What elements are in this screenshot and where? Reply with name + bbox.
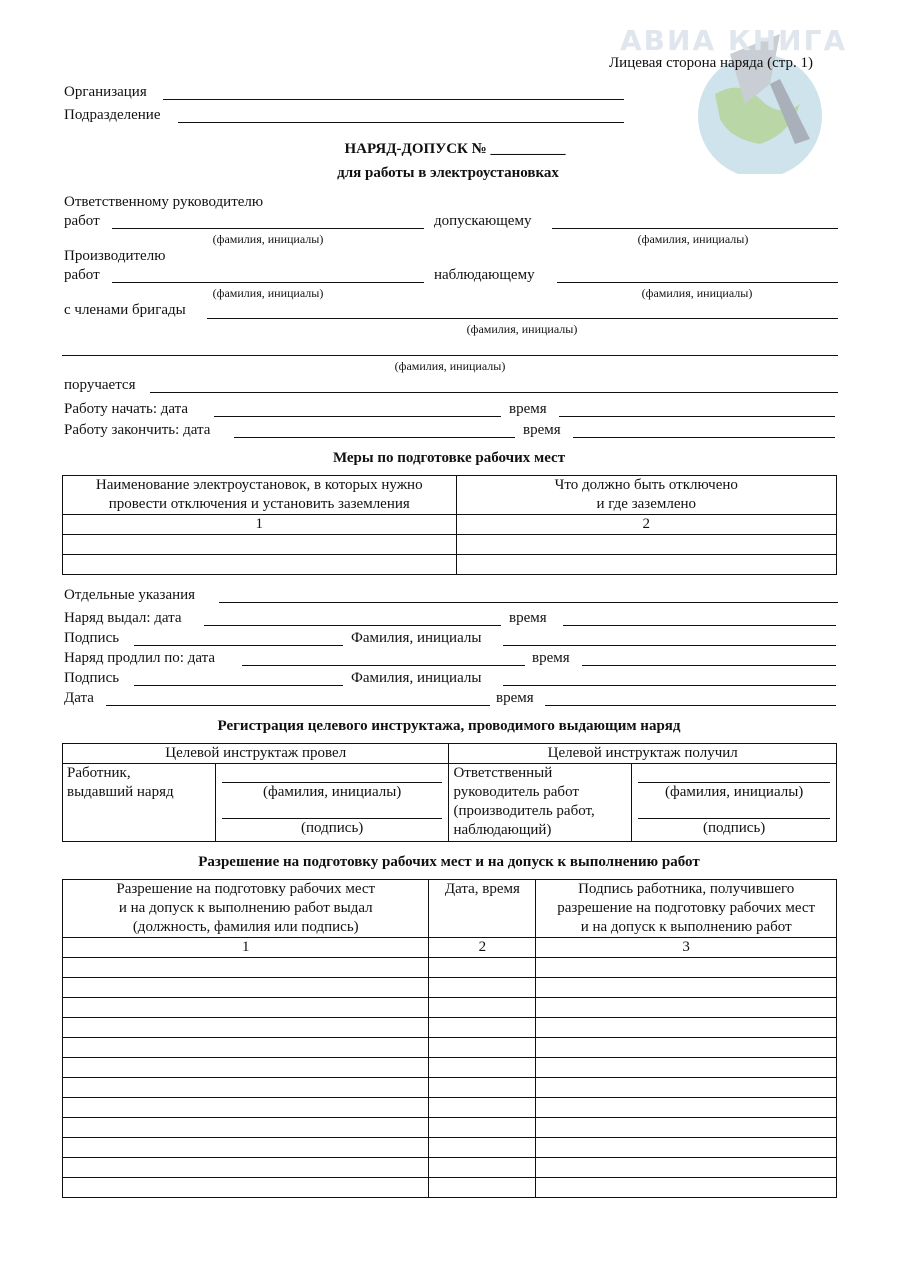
permission-cell[interactable] xyxy=(536,1118,837,1138)
measures-col2-number: 2 xyxy=(456,515,836,535)
measures-title: Меры по подготовке рабочих мест xyxy=(332,450,566,466)
issuer-fio-caption: (фамилия, инициалы) xyxy=(263,784,402,800)
permission-cell[interactable] xyxy=(429,958,536,978)
date-label: Дата xyxy=(64,690,94,706)
brigade-field-1[interactable] xyxy=(207,318,838,319)
permission-cell[interactable] xyxy=(536,1178,837,1198)
issuer-sign-line[interactable] xyxy=(222,818,443,819)
permission-cell[interactable] xyxy=(63,1138,429,1158)
producer-field[interactable] xyxy=(112,282,424,283)
permission-cell[interactable] xyxy=(536,958,837,978)
signature-field-1[interactable] xyxy=(134,645,343,646)
extended-date-label: Наряд продлил по: дата xyxy=(64,650,215,666)
permission-cell[interactable] xyxy=(429,1138,536,1158)
table-row xyxy=(63,1018,837,1038)
measures-table xyxy=(62,475,837,575)
permission-cell[interactable] xyxy=(63,1058,429,1078)
permission-cell[interactable] xyxy=(429,1178,536,1198)
issuer-sign-caption: (подпись) xyxy=(301,820,364,836)
permission-cell[interactable] xyxy=(63,978,429,998)
responsible-sign-cell[interactable] xyxy=(632,764,837,842)
measures-col1-header: Наименование электроустановок, в которых нужно провести отключения и установить заземления xyxy=(63,476,457,515)
permission-number-row xyxy=(63,938,837,958)
responsible-fio-caption: (фамилия, инициалы) xyxy=(665,784,804,800)
admitting-label: допускающему xyxy=(434,213,532,229)
admitting-caption: (фамилия, инициалы) xyxy=(637,232,749,246)
issued-time-label: время xyxy=(509,610,547,626)
name-field-2[interactable] xyxy=(503,685,836,686)
name-label-2: Фамилия, инициалы xyxy=(351,670,482,686)
division-field[interactable] xyxy=(178,122,624,123)
start-date-label: Работу начать: дата xyxy=(64,401,189,417)
date-time-label: время xyxy=(496,690,534,706)
table-row xyxy=(63,1098,837,1118)
permission-cell[interactable] xyxy=(429,1058,536,1078)
permission-cell[interactable] xyxy=(63,1158,429,1178)
measures-cell[interactable] xyxy=(63,555,457,575)
issued-date-field[interactable] xyxy=(204,625,501,626)
producer-label-works: работ xyxy=(64,267,100,283)
permission-cell[interactable] xyxy=(429,1118,536,1138)
permission-cell[interactable] xyxy=(536,1018,837,1038)
permission-cell[interactable] xyxy=(63,1118,429,1138)
observer-label: наблюдающему xyxy=(434,267,535,283)
permission-cell[interactable] xyxy=(63,1178,429,1198)
permission-cell[interactable] xyxy=(63,1018,429,1038)
briefing-table xyxy=(62,743,837,842)
date-time-field[interactable] xyxy=(545,705,836,706)
extended-time-label: время xyxy=(532,650,570,666)
observer-caption: (фамилия, инициалы) xyxy=(641,286,753,300)
permission-cell[interactable] xyxy=(63,998,429,1018)
separate-instructions-label: Отдельные указания xyxy=(64,587,196,603)
permission-cell[interactable] xyxy=(536,1138,837,1158)
permission-cell[interactable] xyxy=(536,1078,837,1098)
permission-cell[interactable] xyxy=(63,958,429,978)
assigned-label: поручается xyxy=(64,377,136,393)
permission-cell[interactable] xyxy=(536,1058,837,1078)
permission-cell[interactable] xyxy=(63,1098,429,1118)
assigned-field[interactable] xyxy=(150,392,838,393)
permission-col1-number: 1 xyxy=(63,938,429,958)
measures-cell[interactable] xyxy=(63,535,457,555)
responsible-cell: Ответственный руководитель работ (производитель работ, наблюдающий) xyxy=(449,764,632,842)
permission-cell[interactable] xyxy=(429,1038,536,1058)
responsible-fio-line[interactable] xyxy=(638,782,830,783)
measures-cell[interactable] xyxy=(456,535,836,555)
responsible-sign-caption: (подпись) xyxy=(703,820,766,836)
permission-cell[interactable] xyxy=(536,1098,837,1118)
measures-number-row xyxy=(63,515,837,535)
issuer-sign-cell[interactable] xyxy=(215,764,449,842)
end-time-field[interactable] xyxy=(573,437,835,438)
measures-col1-number: 1 xyxy=(63,515,457,535)
permission-cell[interactable] xyxy=(429,1158,536,1178)
table-row xyxy=(63,958,837,978)
producer-caption: (фамилия, инициалы) xyxy=(212,286,324,300)
permission-header-row xyxy=(63,880,837,938)
name-label-1: Фамилия, инициалы xyxy=(351,630,482,646)
end-date-label: Работу закончить: дата xyxy=(64,422,211,438)
table-row xyxy=(63,1078,837,1098)
end-time-label: время xyxy=(523,422,561,438)
permission-cell[interactable] xyxy=(63,1078,429,1098)
permission-rows xyxy=(63,958,837,1198)
table-row xyxy=(63,978,837,998)
organization-label: Организация xyxy=(64,84,147,100)
permission-cell[interactable] xyxy=(536,998,837,1018)
issued-date-label: Наряд выдал: дата xyxy=(64,610,182,626)
table-row xyxy=(63,1138,837,1158)
briefing-conducted-header: Целевой инструктаж провел xyxy=(63,744,449,764)
permission-cell[interactable] xyxy=(536,978,837,998)
signature-label-2: Подпись xyxy=(64,670,120,686)
watermark-logo xyxy=(620,24,880,174)
permission-cell[interactable] xyxy=(429,978,536,998)
permission-col3-number: 3 xyxy=(536,938,837,958)
signature-field-2[interactable] xyxy=(134,685,343,686)
manager-field[interactable] xyxy=(112,228,424,229)
manager-label: Ответственному руководителю xyxy=(64,194,264,210)
signature-label-1: Подпись xyxy=(64,630,120,646)
table-row xyxy=(63,535,837,555)
admitting-field[interactable] xyxy=(552,228,838,229)
issued-time-field[interactable] xyxy=(563,625,836,626)
document-subtitle: для работы в электроустановках xyxy=(337,165,559,181)
end-date-field[interactable] xyxy=(234,437,515,438)
table-row xyxy=(63,1178,837,1198)
briefing-title: Регистрация целевого инструктажа, проводимого выдающим наряд xyxy=(217,718,681,734)
extended-date-field[interactable] xyxy=(242,665,525,666)
start-date-field[interactable] xyxy=(214,416,501,417)
document-title: НАРЯД-ДОПУСК № __________ xyxy=(344,141,566,157)
permission-col2-number: 2 xyxy=(429,938,536,958)
permission-cell[interactable] xyxy=(429,1078,536,1098)
permission-cell[interactable] xyxy=(63,1038,429,1058)
name-field-1[interactable] xyxy=(503,645,836,646)
briefing-header-row xyxy=(63,744,837,764)
permission-cell[interactable] xyxy=(429,1018,536,1038)
manager-caption: (фамилия, инициалы) xyxy=(212,232,324,246)
issuer-cell: Работник, выдавший наряд xyxy=(63,764,216,842)
brigade-caption-1: (фамилия, инициалы) xyxy=(466,322,578,336)
permission-cell[interactable] xyxy=(536,1038,837,1058)
table-row xyxy=(63,1158,837,1178)
brigade-label: с членами бригады xyxy=(64,302,186,318)
measures-cell[interactable] xyxy=(456,555,836,575)
measures-header-row xyxy=(63,476,837,515)
table-row xyxy=(63,1118,837,1138)
brigade-field-2[interactable] xyxy=(62,355,838,356)
permission-table xyxy=(62,879,837,1198)
division-label: Подразделение xyxy=(64,107,161,123)
permission-cell[interactable] xyxy=(429,1098,536,1118)
permission-cell[interactable] xyxy=(429,998,536,1018)
table-row xyxy=(63,1038,837,1058)
table-row xyxy=(63,555,837,575)
permission-col3-header: Подпись работника, получившего разрешение на подготовку рабочих мест и на допуск к выполнению работ xyxy=(536,880,837,938)
briefing-received-header: Целевой инструктаж получил xyxy=(449,744,837,764)
producer-label: Производителю xyxy=(64,248,166,264)
extended-time-field[interactable] xyxy=(582,665,836,666)
permission-col1-header: Разрешение на подготовку рабочих мест и на допуск к выполнению работ выдал (должность, фамилия или подпись) xyxy=(63,880,429,938)
start-time-field[interactable] xyxy=(559,416,835,417)
permission-cell[interactable] xyxy=(536,1158,837,1178)
issuer-fio-line[interactable] xyxy=(222,782,443,783)
manager-label-works: работ xyxy=(64,213,100,229)
permission-col2-header: Дата, время xyxy=(429,880,536,938)
observer-field[interactable] xyxy=(557,282,838,283)
table-row xyxy=(63,1058,837,1078)
table-row xyxy=(63,998,837,1018)
measures-col2-header: Что должно быть отключено и где заземлено xyxy=(456,476,836,515)
briefing-body-row xyxy=(63,764,837,842)
date-field[interactable] xyxy=(106,705,490,706)
responsible-sign-line[interactable] xyxy=(638,818,830,819)
page-note: Лицевая сторона наряда (стр. 1) xyxy=(609,55,814,71)
brigade-caption-2: (фамилия, инициалы) xyxy=(394,359,506,373)
separate-instructions-field[interactable] xyxy=(219,602,838,603)
permission-title: Разрешение на подготовку рабочих мест и на допуск к выполнению работ xyxy=(198,854,700,870)
start-time-label: время xyxy=(509,401,547,417)
watermark-text: АВИА КНИГА xyxy=(620,24,848,57)
organization-field[interactable] xyxy=(163,99,624,100)
